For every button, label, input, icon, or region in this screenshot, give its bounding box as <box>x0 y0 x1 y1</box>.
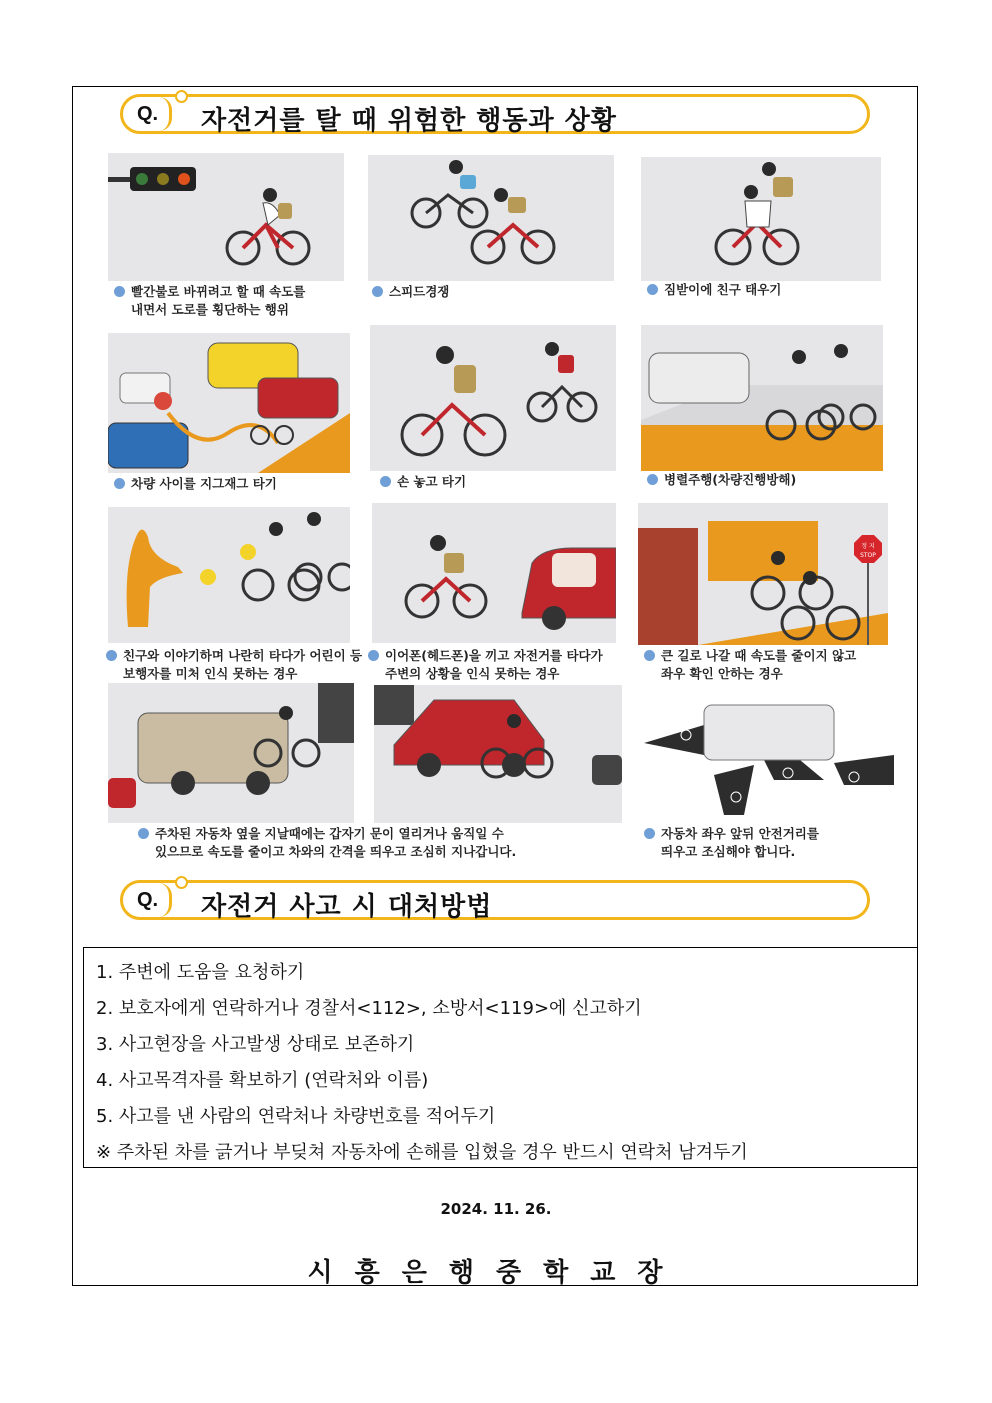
section-heading-accident <box>120 880 870 920</box>
caption-4: 손 놓고 타기 <box>380 473 466 491</box>
bullet-icon <box>106 650 117 661</box>
signature: 시흥은행중학교장 <box>307 1258 685 1288</box>
bullet-icon <box>644 650 655 661</box>
bullet-icon <box>380 476 391 487</box>
accident-steps-box <box>83 947 918 1168</box>
section-heading-danger <box>120 94 870 134</box>
bullet-icon <box>647 284 658 295</box>
q-badge: Q. <box>137 889 159 911</box>
bullet-icon <box>114 286 125 297</box>
step-4: 4. 사고목격자를 확보하기 (연락처와 이름) <box>96 1070 429 1091</box>
bullet-icon <box>647 474 658 485</box>
caption-9: 주차된 자동차 옆을 지날때에는 갑자기 문이 열리거나 움직일 수 있으므로 속도를 줄이고 차와의 간격을 띄우고 조심히 지나갑니다. <box>138 825 516 861</box>
step-2: 2. 보호자에게 연락하거나 경찰서<112>, 소방서<119>에 신고하기 <box>96 998 642 1019</box>
stop-sign-top: 정 지 <box>861 543 875 550</box>
bullet-icon <box>368 650 379 661</box>
caption-1: 스피드경쟁 <box>372 283 449 301</box>
caption-5: 병렬주행(차량진행방해) <box>647 471 796 489</box>
caption-2: 짐받이에 친구 태우기 <box>647 281 781 299</box>
caption-8: 큰 길로 나갈 때 속도를 줄이지 않고 좌우 확인 안하는 경우 <box>644 647 856 683</box>
caption-3: 차량 사이를 지그재그 타기 <box>114 475 277 493</box>
heading-dot <box>175 876 188 889</box>
caption-0: 빨간불로 바뀌려고 할 때 속도를 내면서 도로를 횡단하는 행위 <box>114 283 305 319</box>
step-1: 1. 주변에 도움을 요청하기 <box>96 962 305 983</box>
bullet-icon <box>644 828 655 839</box>
bullet-icon <box>114 478 125 489</box>
step-3: 3. 사고현장을 사고발생 상태로 보존하기 <box>96 1034 415 1055</box>
section-title: 자전거 사고 시 대처방법 <box>201 892 493 922</box>
q-badge: Q. <box>137 103 159 125</box>
document-date: 2024. 11. 26. <box>440 1200 552 1218</box>
caption-10: 자동차 좌우 앞뒤 안전거리를 띄우고 조심해야 합니다. <box>644 825 819 861</box>
step-5: 5. 사고를 낸 사람의 연락처나 차량번호를 적어두기 <box>96 1106 496 1127</box>
heading-dot <box>175 90 188 103</box>
bullet-icon <box>372 286 383 297</box>
note: ※ 주차된 차를 긁거나 부딪쳐 자동차에 손해를 입혔을 경우 반드시 연락처 남겨두기 <box>96 1142 748 1163</box>
stop-sign-bottom: STOP <box>860 552 876 559</box>
bullet-icon <box>138 828 149 839</box>
caption-6: 친구와 이야기하며 나란히 타다가 어린이 등 보행자를 미처 인식 못하는 경우 <box>106 647 362 683</box>
caption-7: 이어폰(헤드폰)을 끼고 자전거를 타다가 주변의 상황을 인식 못하는 경우 <box>368 647 603 683</box>
section-title: 자전거를 탈 때 위험한 행동과 상황 <box>201 106 617 136</box>
